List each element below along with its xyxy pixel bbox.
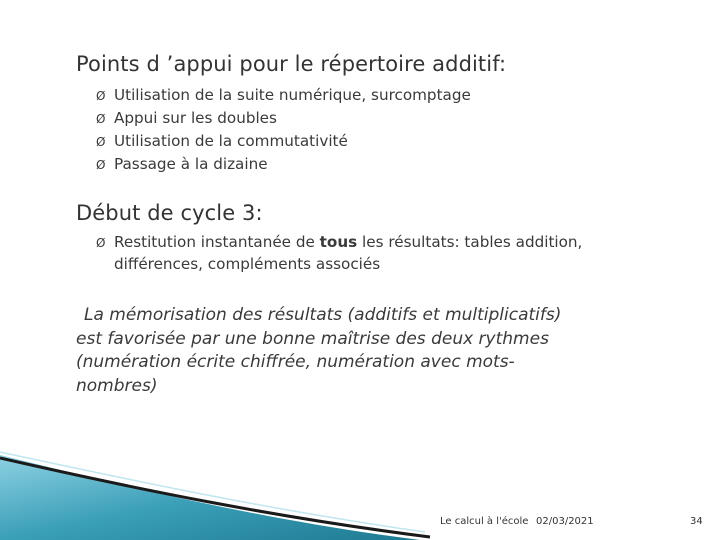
section-2-heading xyxy=(50,201,263,225)
paragraph-line: nombres) xyxy=(76,375,158,396)
item-text-continuation: différences, compléments associés xyxy=(114,255,381,273)
arrow-bullet-icon: Ø xyxy=(96,135,106,149)
list-item-text: Appui sur les doubles xyxy=(114,109,277,127)
footer-title: Le calcul à l'école xyxy=(440,516,529,527)
footer-page-number: 34 xyxy=(690,516,703,527)
list-item xyxy=(96,107,471,130)
list-item xyxy=(96,153,471,176)
item-text-prefix: Restitution instantanée de xyxy=(114,233,315,251)
list-item xyxy=(96,130,471,153)
section-1-list xyxy=(96,84,471,176)
paragraph-line: (numération écrite chiffrée, numération avec mots- xyxy=(76,352,515,372)
section-2-item xyxy=(96,232,696,275)
item-text-bold: tous xyxy=(319,233,358,251)
paragraph-line: La mémorisation des résultats (additifs et multiplicatifs) xyxy=(84,305,562,325)
arrow-bullet-icon: Ø xyxy=(96,89,106,103)
arrow-bullet-icon: Ø xyxy=(96,158,106,172)
list-item xyxy=(96,84,471,107)
footer-date: 02/03/2021 xyxy=(536,516,594,527)
section-1-title: Points d ’appui pour le répertoire additif: xyxy=(76,52,507,76)
section-1-heading xyxy=(50,52,506,76)
arrow-bullet-icon: Ø xyxy=(96,236,106,250)
paragraph-line: est favorisée par une bonne maîtrise des deux rythmes xyxy=(76,328,549,349)
item-text-suffix: les résultats: tables addition, xyxy=(362,233,583,251)
section-2-title: Début de cycle 3: xyxy=(76,201,263,225)
list-item-text: Utilisation de la commutativité xyxy=(114,132,348,150)
decorative-wave xyxy=(0,440,720,540)
list-item-text: Utilisation de la suite numérique, surcomptage xyxy=(114,86,471,104)
arrow-bullet-icon: Ø xyxy=(96,112,106,126)
memorisation-paragraph xyxy=(76,304,676,398)
list-item-text: Passage à la dizaine xyxy=(114,155,268,173)
